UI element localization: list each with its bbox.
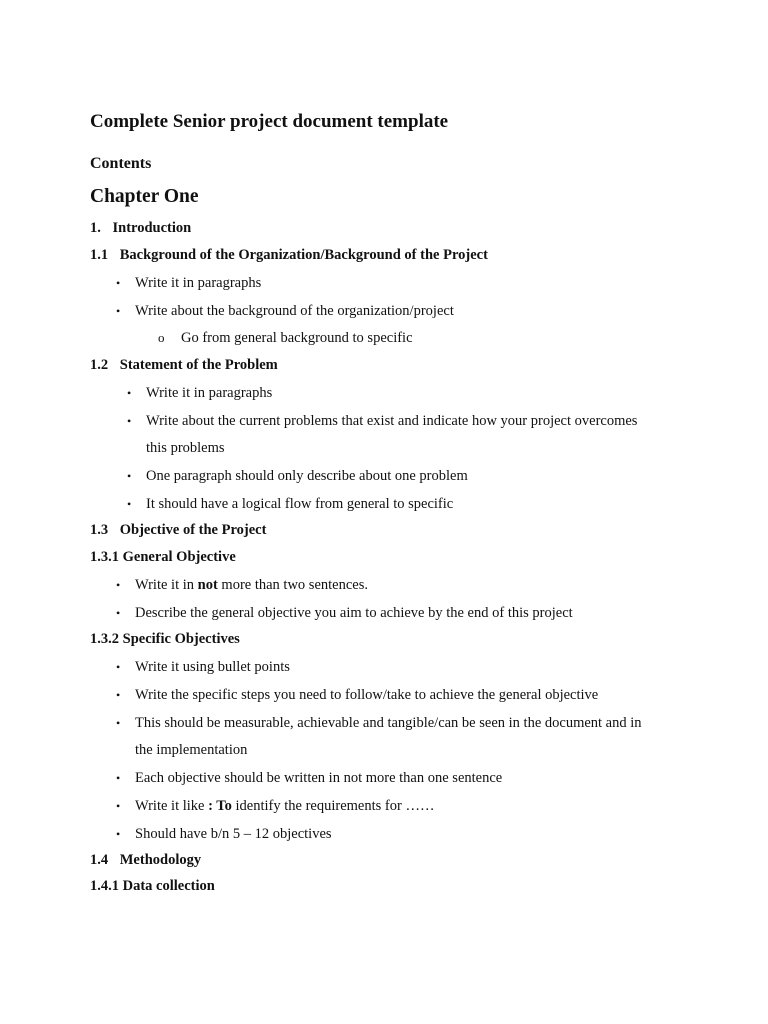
list-item: This should be measurable, achievable and tangible/can be seen in the document and in	[135, 715, 642, 731]
bullet-icon: •	[116, 660, 121, 674]
list-item-text: Write it in	[135, 577, 198, 593]
section-heading-1-3-2: 1.3.2 Specific Objectives	[90, 631, 240, 647]
section-label: Introduction	[112, 220, 192, 236]
bullet-icon: •	[127, 386, 132, 400]
list-item-continuation: this problems	[146, 440, 225, 456]
section-number: 1.1	[90, 247, 109, 263]
list-item: Write the specific steps you need to follow/take to achieve the general objective	[135, 687, 599, 703]
list-item-text: more than two sentences.	[217, 577, 368, 593]
section-label: Statement of the Problem	[119, 357, 278, 373]
section-number: 1.4	[90, 852, 109, 868]
bullet-icon: •	[127, 414, 132, 428]
sub-bullet-icon: o	[158, 330, 165, 345]
section-number: 1.3	[90, 522, 109, 538]
section-heading-1-4-1: 1.4.1 Data collection	[90, 878, 215, 894]
bullet-icon: •	[116, 827, 121, 841]
list-item-emphasis: not	[197, 577, 218, 593]
list-item: Write about the background of the organization/project	[135, 303, 454, 319]
bullet-icon: •	[127, 497, 132, 511]
list-item: Describe the general objective you aim to achieve by the end of this project	[135, 605, 573, 621]
section-heading-introduction	[90, 219, 191, 237]
bullet-icon: •	[116, 304, 121, 318]
contents-heading: Contents	[90, 155, 152, 172]
list-item-continuation: the implementation	[135, 742, 248, 758]
list-item: Should have b/n 5 – 12 objectives	[135, 826, 332, 842]
list-item-text: identify the requirements for ……	[231, 798, 435, 814]
section-heading-1-3	[90, 521, 266, 539]
section-number: 1.	[90, 220, 101, 236]
bullet-icon: •	[116, 771, 121, 785]
bullet-icon: •	[116, 606, 121, 620]
section-label: Methodology	[119, 852, 202, 868]
list-item: It should have a logical flow from general to specific	[146, 496, 454, 512]
bullet-icon: •	[116, 276, 121, 290]
section-heading-1-2	[90, 356, 278, 374]
section-heading-1-3-1: 1.3.1 General Objective	[90, 549, 236, 565]
list-item: Write about the current problems that exist and indicate how your project overcomes	[146, 413, 638, 429]
section-label: Objective of the Project	[119, 522, 267, 538]
document-title: Complete Senior project document template	[90, 111, 449, 132]
bullet-icon: •	[116, 578, 121, 592]
list-item: Each objective should be written in not more than one sentence	[135, 770, 503, 786]
chapter-heading: Chapter One	[90, 186, 199, 207]
bullet-icon: •	[116, 799, 121, 813]
list-item: Write it in paragraphs	[146, 385, 273, 401]
list-item-text: Write it like	[135, 798, 209, 814]
bullet-icon: •	[127, 469, 132, 483]
list-item: Write it using bullet points	[135, 659, 290, 675]
section-heading-1-4	[90, 851, 201, 869]
section-number: 1.2	[90, 357, 109, 373]
sub-list-item: Go from general background to specific	[181, 330, 413, 346]
list-item	[135, 576, 368, 594]
list-item: One paragraph should only describe about one problem	[146, 468, 468, 484]
bullet-icon: •	[116, 688, 121, 702]
list-item-emphasis: : To	[208, 798, 232, 814]
section-label: Background of the Organization/Background of the Project	[119, 247, 488, 263]
list-item	[135, 797, 434, 815]
bullet-icon: •	[116, 716, 121, 730]
list-item: Write it in paragraphs	[135, 275, 262, 291]
section-heading-1-1	[90, 246, 488, 264]
